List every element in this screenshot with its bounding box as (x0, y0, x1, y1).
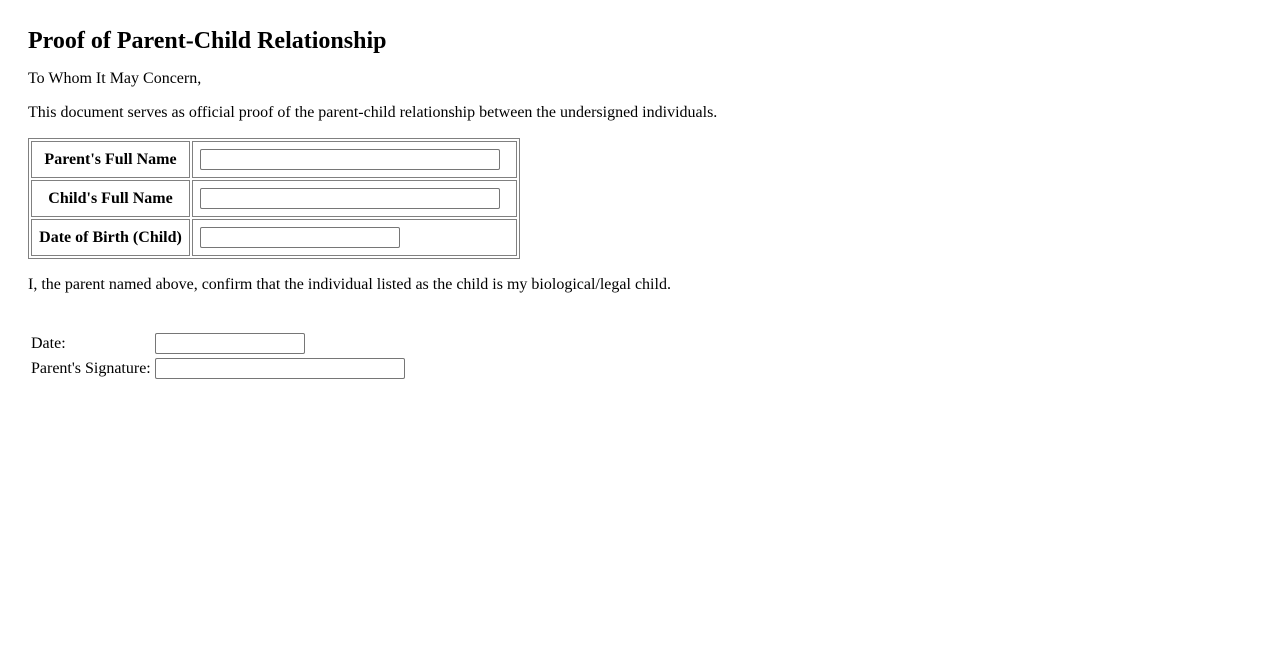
parent-name-label: Parent's Full Name (31, 141, 190, 178)
signature-input[interactable] (155, 358, 405, 379)
page-title: Proof of Parent-Child Relationship (28, 28, 387, 54)
child-dob-label: Date of Birth (Child) (31, 219, 190, 256)
greeting-text: To Whom It May Concern, (28, 70, 202, 87)
child-name-label: Child's Full Name (31, 180, 190, 217)
child-dob-input[interactable] (200, 227, 400, 248)
intro-paragraph: This document serves as official proof of the parent-child relationship between the undersigned individuals. (28, 104, 718, 121)
date-cell (154, 332, 406, 355)
table-row (31, 141, 517, 178)
table-row (31, 180, 517, 217)
date-row (30, 332, 406, 355)
signature-row (30, 357, 406, 380)
signature-block (28, 330, 408, 382)
signature-cell (154, 357, 406, 380)
parent-name-cell (192, 141, 517, 178)
table-row (31, 219, 517, 256)
child-dob-cell (192, 219, 517, 256)
child-name-cell (192, 180, 517, 217)
child-name-input[interactable] (200, 188, 500, 209)
signature-label: Parent's Signature: (31, 359, 151, 377)
date-label: Date: (31, 334, 66, 352)
relationship-details-table (28, 138, 520, 259)
confirmation-statement: I, the parent named above, confirm that the individual listed as the child is my biological/legal child. (28, 276, 671, 293)
date-input[interactable] (155, 333, 305, 354)
parent-name-input[interactable] (200, 149, 500, 170)
